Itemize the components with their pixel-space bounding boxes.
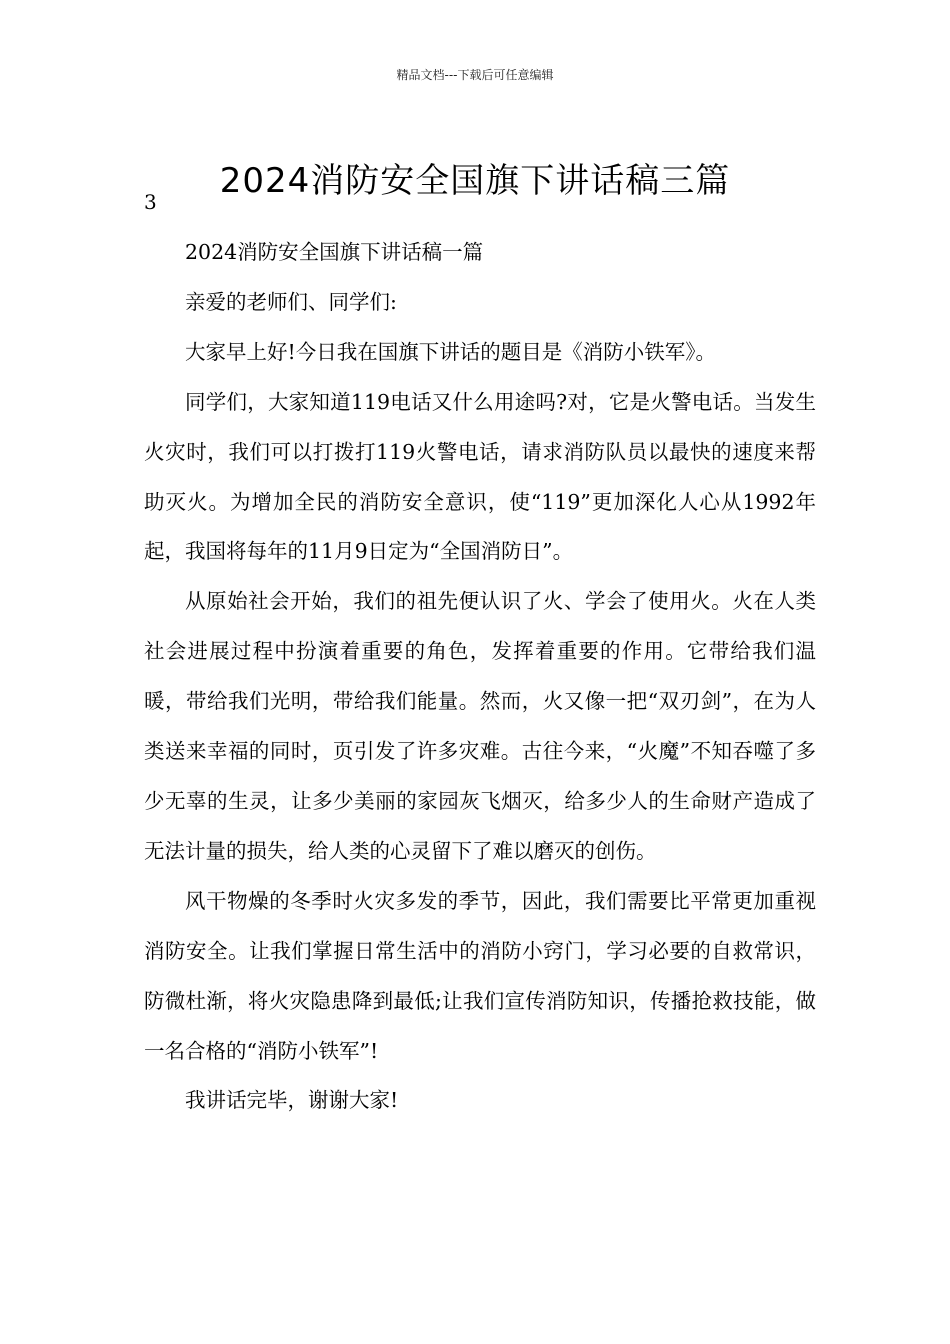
paragraph-closing: 我讲话完毕，谢谢大家! bbox=[185, 1088, 399, 1113]
page-header: 精品文档---下载后可任意编辑 bbox=[396, 68, 554, 82]
document-body bbox=[144, 228, 816, 1126]
paragraph-119: 同学们，大家知道119电话又什么用途吗?对，它是火警电话。当发生火灾时，我们可以打拨打119火警电话，请求消防队员以最快的速度来帮助灭火。为增加全民的消防安全意识，使“119”更加深化人心从1992年起，我国将每年的11月9日定为“全国消防日”。 bbox=[144, 389, 816, 564]
paragraph-winter-safety: 风干物燥的冬季时火灾多发的季节，因此，我们需要比平常更加重视消防安全。让我们掌握日常生活中的消防小窍门，学习必要的自救常识，防微杜渐，将火灾隐患降到最低;让我们宣传消防知识，传播抢救技能，做一名合格的“消防小铁军”! bbox=[144, 888, 816, 1063]
page-number: 3 bbox=[144, 190, 157, 214]
paragraph-subtitle: 2024消防安全国旗下讲话稿一篇 bbox=[185, 240, 484, 264]
paragraph-fire-history: 从原始社会开始，我们的祖先便认识了火、学会了使用火。火在人类社会进展过程中扮演着重要的角色，发挥着重要的作用。它带给我们温暖，带给我们光明，带给我们能量。然而，火又像一把“双刃剑”，在为人类送来幸福的同时，页引发了许多灾难。古往今来，“火魔”不知吞噬了多少无辜的生灵，让多少美丽的家园灰飞烟灭，给多少人的生命财产造成了无法计量的损失，给人类的心灵留下了难以磨灭的创伤。 bbox=[144, 589, 816, 863]
document-title: 2024消防安全国旗下讲话稿三篇 bbox=[219, 160, 731, 201]
paragraph-greeting: 亲爱的老师们、同学们: bbox=[185, 289, 397, 314]
paragraph-opening: 大家早上好!今日我在国旗下讲话的题目是《消防小铁军》。 bbox=[185, 339, 716, 364]
